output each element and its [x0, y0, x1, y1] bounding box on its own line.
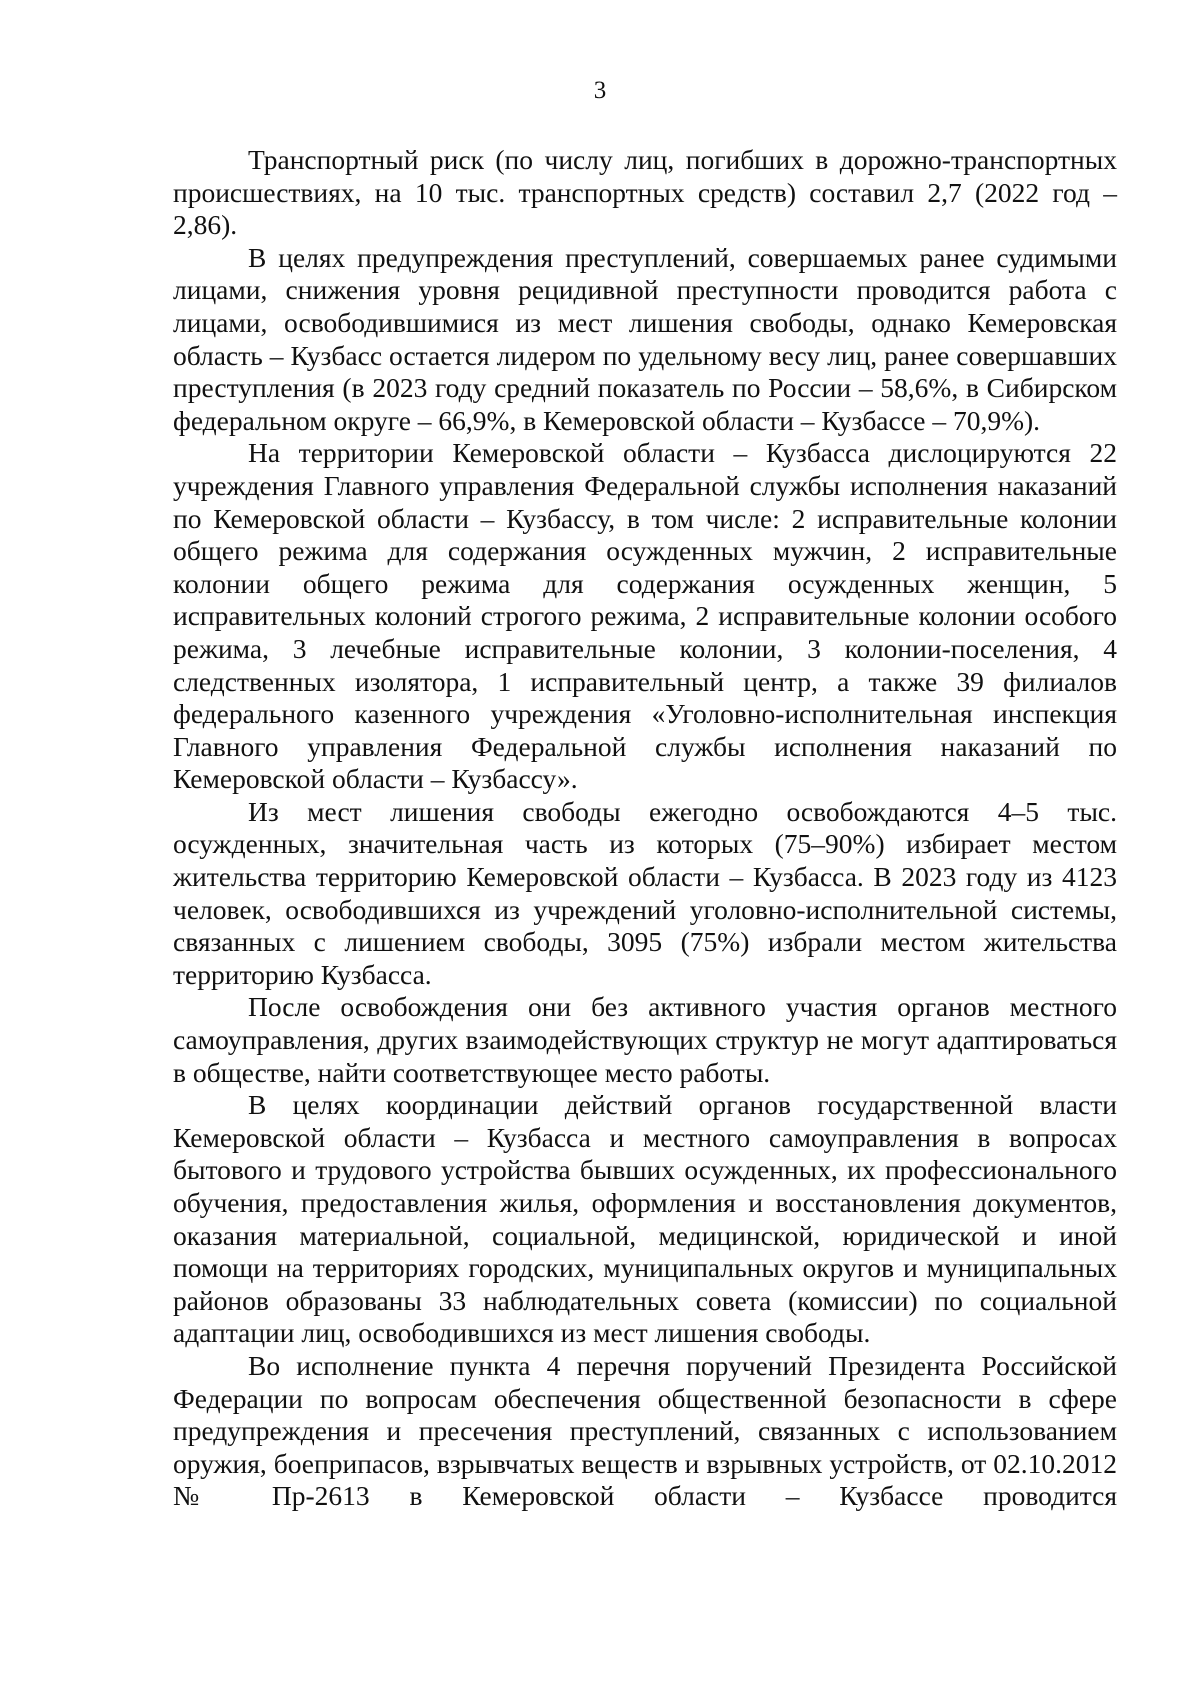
paragraph-transport-risk: Транспортный риск (по числу лиц, погибших в дорожно-транспортных происшествиях, на 10 тыс. транспортных средств) составил 2,7 (2022 год – 2,86).	[173, 144, 1117, 241]
paragraph-supervisory-councils: В целях координации действий органов государственной власти Кемеровской области – Кузбасса и местного самоуправления в вопросах бытового и трудового устройства бывших осужденных, их профессионального обучения, предоставления жилья, оформления и восстановления документов, оказания материальной, социальной, медицинской, юридической и иной помощи на территориях городских, муниципальных округов и муниципальных районов образованы 33 наблюдательных совета (комиссии) по социальной адаптации лиц, освободившихся из мест лишения свободы.	[173, 1089, 1117, 1349]
paragraph-released-convicts: Из мест лишения свободы ежегодно освобождаются 4–5 тыс. осужденных, значительная часть из которых (75–90%) избирает местом жительства территорию Кемеровской области – Кузбасса. В 2023 году из 4123 человек, освободившихся из учреждений уголовно-исполнительной системы, связанных с лишением свободы, 3095 (75%) избрали местом жительства территорию Кузбасса.	[173, 795, 1117, 990]
document-body	[173, 144, 1117, 1513]
paragraph-adaptation: После освобождения они без активного участия органов местного самоуправления, других взаимодействующих структур не могут адаптироваться в обществе, найти соответствующее место работы.	[173, 991, 1117, 1088]
paragraph-presidential-order: Во исполнение пункта 4 перечня поручений Президента Российской Федерации по вопросам обеспечения общественной безопасности в сфере предупреждения и пресечения преступлений, связанных с использованием оружия, боеприпасов, взрывчатых веществ и взрывных устройств, от 02.10.2012 № Пр-2613 в Кемеровской области – Кузбассе проводится	[173, 1349, 1117, 1512]
paragraph-penal-institutions: На территории Кемеровской области – Кузбасса дислоцируются 22 учреждения Главного управления Федеральной службы исполнения наказаний по Кемеровской области – Кузбассу, в том числе: 2 исправительные колонии общего режима для содержания осужденных мужчин, 2 исправительные колонии общего режима для содержания осужденных женщин, 5 исправительных колоний строгого режима, 2 исправительные колонии особого режима, 3 лечебные исправительные колонии, 3 колонии-поселения, 4 следственных изолятора, 1 исправительный центр, а также 39 филиалов федерального казенного учреждения «Уголовно-исполнительная инспекция Главного управления Федеральной службы исполнения наказаний по Кемеровской области – Кузбассу».	[173, 437, 1117, 795]
page-number: 3	[593, 77, 607, 104]
paragraph-recidivism: В целях предупреждения преступлений, совершаемых ранее судимыми лицами, снижения уровня рецидивной преступности проводится работа с лицами, освободившимися из мест лишения свободы, однако Кемеровская область – Кузбасс остается лидером по удельному весу лиц, ранее совершавших преступления (в 2023 году средний показатель по России – 58,6%, в Сибирском федеральном округе – 66,9%, в Кемеровской области – Кузбассе – 70,9%).	[173, 241, 1117, 436]
